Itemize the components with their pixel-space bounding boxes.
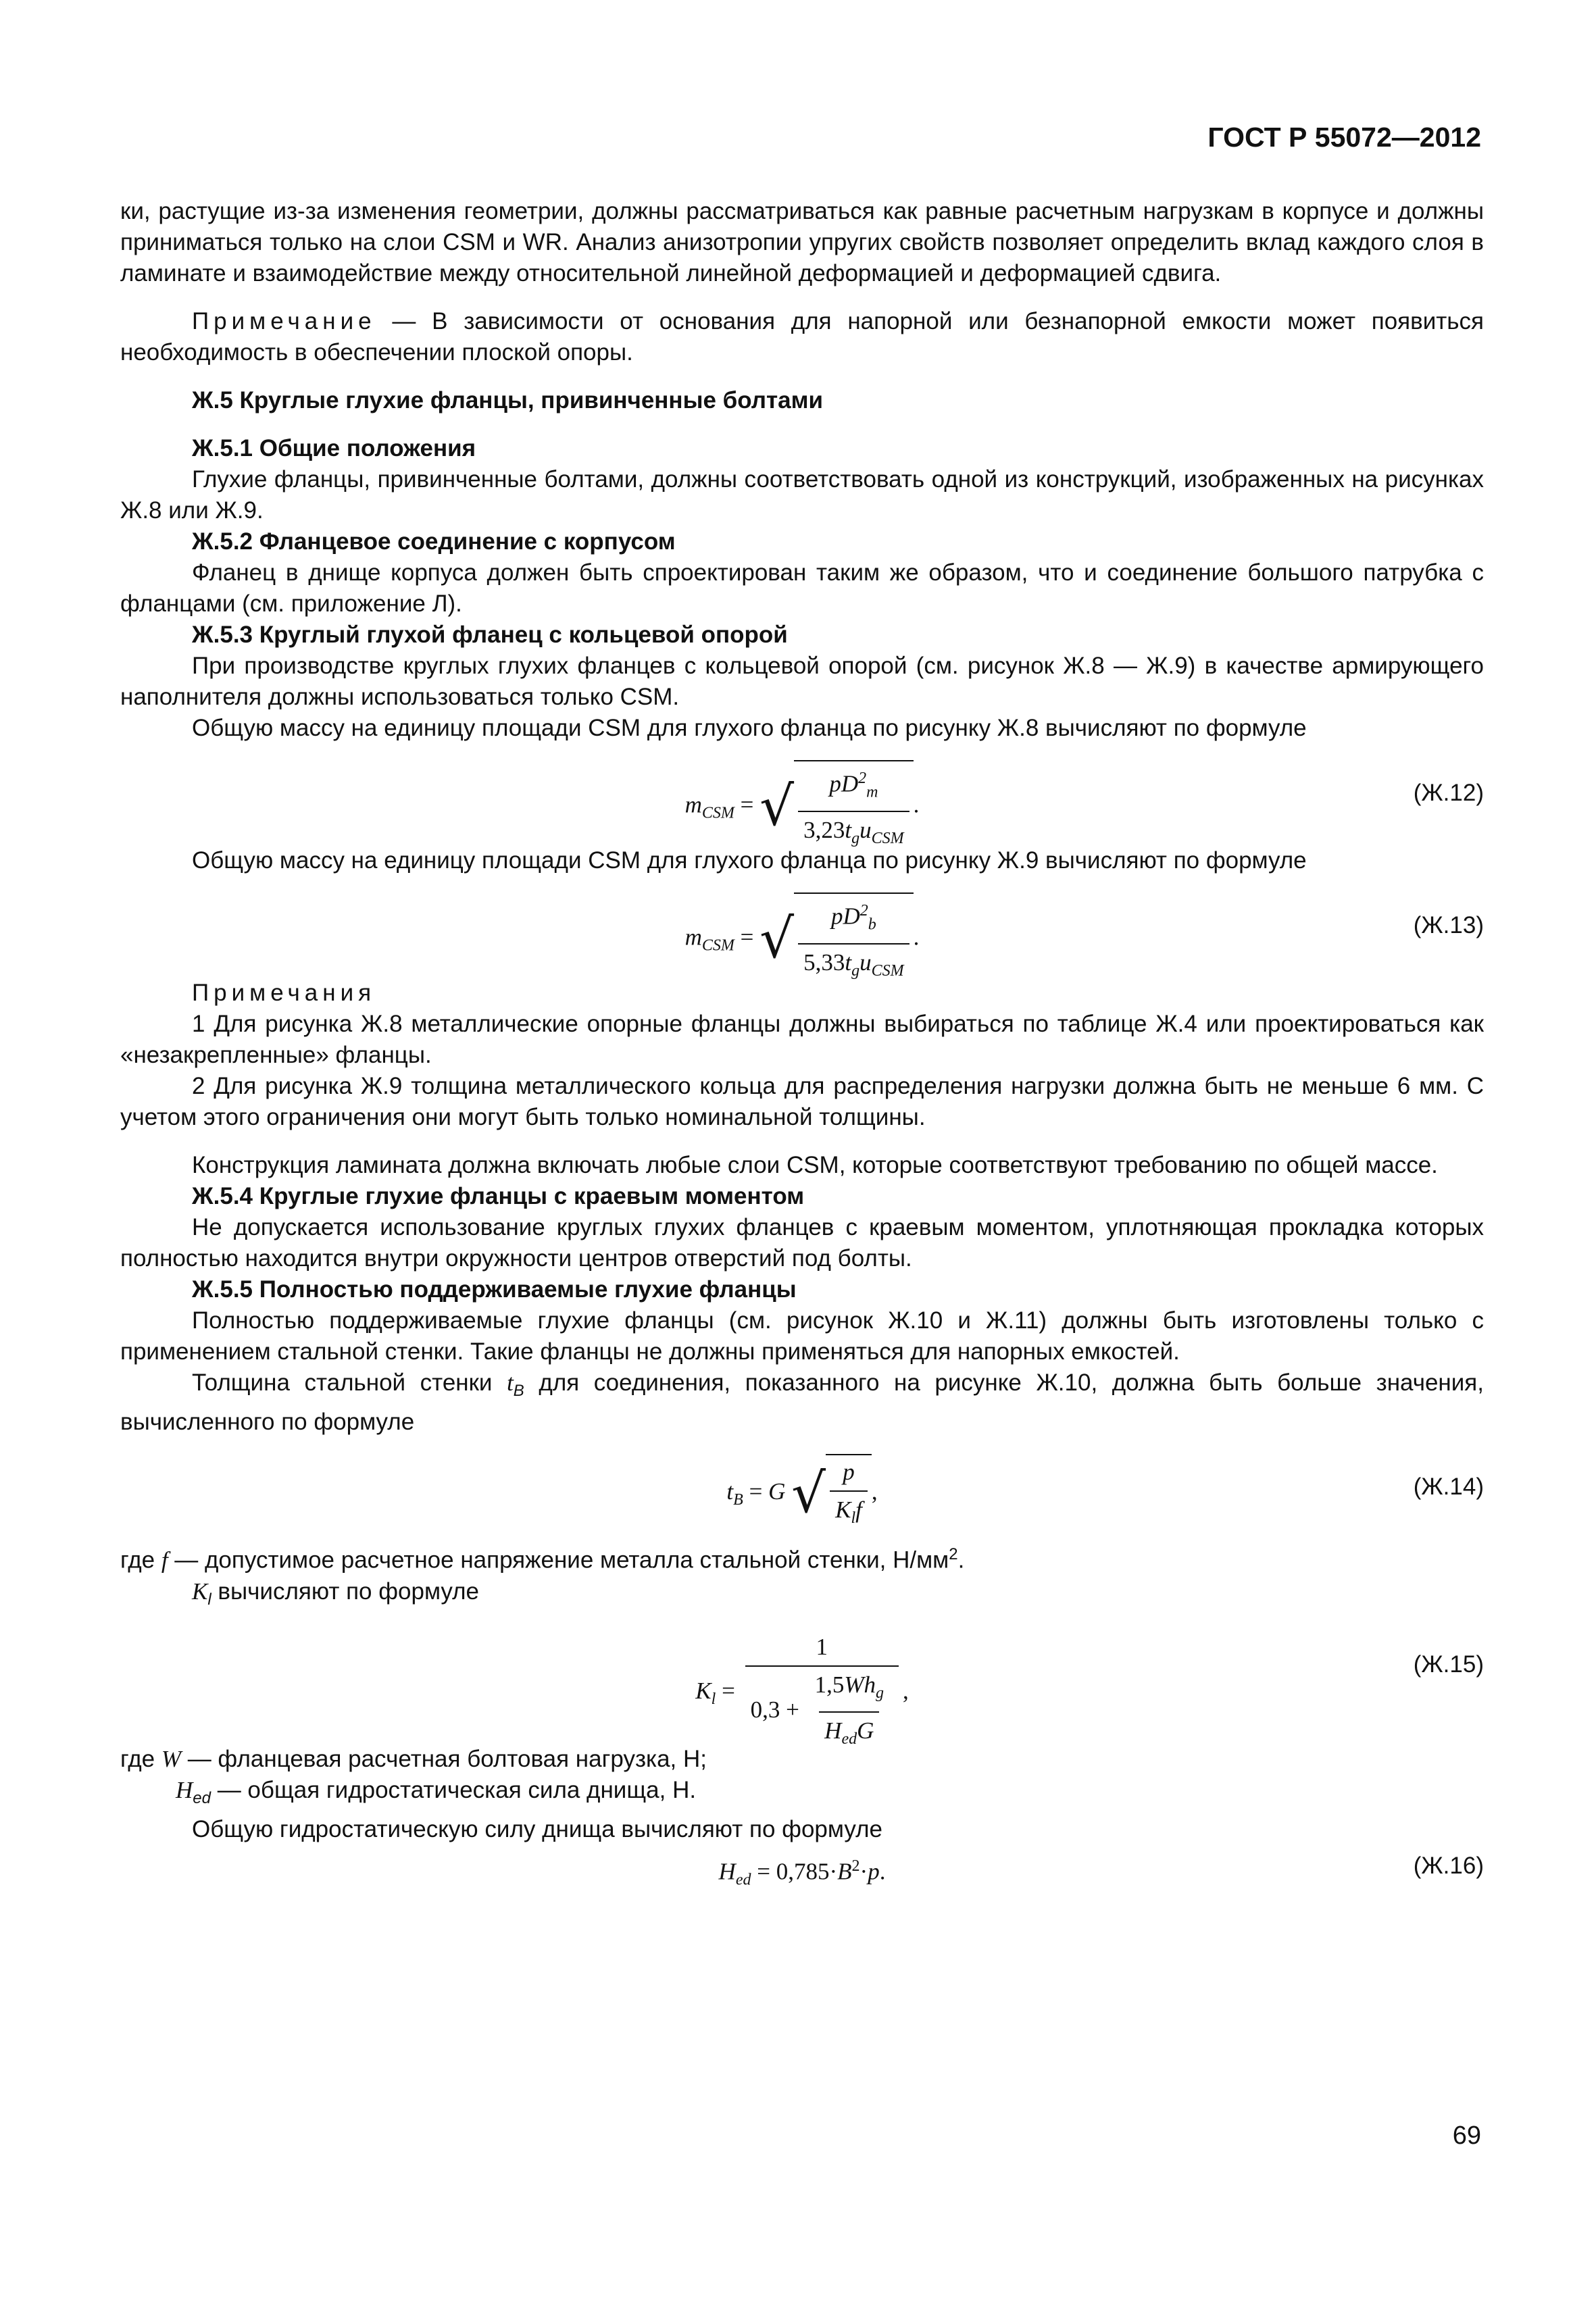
- where-clause: где f — допустимое расчетное напряжение металла стальной стенки, $Н/мм^2$.: [120, 1545, 965, 1574]
- note-text: — В зависимости от основания для напорной или безнапорной емкости может появиться необходимость в обеспечении плоской опоры.: [120, 308, 1484, 366]
- paragraph: Глухие фланцы, привинченные болтами, должны соответствовать одной из конструкций, изображенных на рисунках Ж.8 или Ж.9.: [120, 466, 1484, 524]
- fraction: $\frac{pD^2_b}{5,33t_gu_{CSM}}$: [798, 895, 909, 986]
- paragraph: Фланец в днище корпуса должен быть спроектирован таким же образом, что и соединение большого патрубка с фланцами (см. приложение Л).: [120, 559, 1484, 617]
- formula-zh13: [120, 876, 1484, 978]
- paragraph: Конструкция ламината должна включать любые слои CSM, которые соответствуют требованию по общей массе.: [192, 1152, 1438, 1178]
- fraction: $\frac{pD^2_m}{3,23t_gu_{CSM}}$: [798, 763, 909, 854]
- paragraph: $K_l$ вычисляют по формуле: [192, 1578, 480, 1609]
- formula-zh16: [120, 1845, 1484, 1889]
- document-id: ГОСТ Р 55072—2012: [1207, 122, 1481, 153]
- subsection-heading: Ж.5.5 Полностью поддерживаемые глухие фланцы: [192, 1276, 797, 1303]
- inner-fraction: $\frac{1,5Wh_g}{H_{ed}G}$: [809, 1669, 889, 1755]
- where-clause: $H_{ed}$ — общая гидростатическая сила днища, Н.: [176, 1776, 697, 1807]
- equation-number: (Ж.14): [1413, 1474, 1484, 1500]
- section-heading: Ж.5 Круглые глухие фланцы, привинченные болтами: [192, 387, 824, 413]
- subsection-heading: Ж.5.1 Общие положения: [192, 435, 476, 461]
- note: [120, 306, 1484, 368]
- fraction: $\frac{p}{K_lf}$: [830, 1457, 868, 1534]
- where-clause: где W — фланцевая расчетная болтовая нагрузка, Н;: [120, 1745, 707, 1772]
- formula-expression: $K_l$ = 1 0,3 + $\frac{1,5Wh_g}{H_{ed}G}$ ,: [120, 1632, 1484, 1755]
- subsection-heading: Ж.5.4 Круглые глухие фланцы с краевым моментом: [192, 1183, 805, 1209]
- notes-label: Примечания: [192, 980, 376, 1006]
- paragraph: Общую массу на единицу площади CSM для глухого фланца по рисунку Ж.8 вычисляют по формуле: [192, 715, 1307, 741]
- equation-number: (Ж.13): [1413, 912, 1484, 938]
- sqrt-sign: √ $\frac{pD^2_m}{3,23t_gu_{CSM}}$: [759, 760, 913, 854]
- note-item: 2 Для рисунка Ж.9 толщина металлического кольца для распределения нагрузки должна быть не меньше 6 мм. С учетом этого ограничения они могут быть только номинальной толщины.: [120, 1073, 1484, 1130]
- formula-expression: $m_{CSM}$ = √ $\frac{pD^2_b}{5,33t_gu_{CSM}}$ .: [120, 892, 1484, 986]
- note-item: 1 Для рисунка Ж.8 металлические опорные фланцы должны выбираться по таблице Ж.4 или проектироваться как «незакрепленные» фланцы.: [120, 1011, 1484, 1068]
- paragraph: Полностью поддерживаемые глухие фланцы (см. рисунок Ж.10 и Ж.11) должны быть изготовлены только с применением стальной стенки. Такие фланцы не должны применяться для напорных емкостей.: [120, 1307, 1484, 1365]
- paragraph: ки, растущие из-за изменения геометрии, должны рассматриваться как равные расчетным нагрузкам в корпусе и должны приниматься только на слои CSM и WR. Анализ анизотропии упругих свойств позволяет определить вклад каждого слоя в ламинате и взаимодействие между относительной линейной деформацией и деформацией сдвига.: [120, 198, 1484, 286]
- subsection-heading: Ж.5.3 Круглый глухой фланец с кольцевой опорой: [192, 622, 788, 648]
- equation-number: (Ж.15): [1413, 1651, 1484, 1678]
- formula-zh14: [120, 1438, 1484, 1539]
- paragraph: Общую массу на единицу площади CSM для глухого фланца по рисунку Ж.9 вычисляют по формуле: [192, 847, 1307, 874]
- formula-expression: $H_{ed} = 0,785\cdot B^2\cdot p$.: [718, 1857, 886, 1889]
- paragraph: Толщина стальной стенки $t_B$ для соединения, показанного на рисунке Ж.10, должна быть больше значения, вычисленного по формуле: [120, 1369, 1484, 1435]
- sqrt-sign: √ $\frac{pD^2_b}{5,33t_gu_{CSM}}$: [759, 892, 913, 986]
- note-label: Примечание: [192, 308, 376, 334]
- fraction: 1 0,3 + $\frac{1,5Wh_g}{H_{ed}G}$: [745, 1632, 899, 1755]
- formula-expression: $t_B = G$ √ $\frac{p}{K_lf}$ ,: [120, 1454, 1484, 1534]
- document-body: [120, 196, 1484, 1889]
- sqrt-sign: √ $\frac{p}{K_lf}$: [791, 1454, 872, 1534]
- equation-number: (Ж.12): [1413, 780, 1484, 806]
- paragraph: Не допускается использование круглых глухих фланцев с краевым моментом, уплотняющая прокладка которых полностью находится внутри окружности центров отверстий под болты.: [120, 1214, 1484, 1272]
- paragraph: Общую гидростатическую силу днища вычисляют по формуле: [192, 1815, 882, 1842]
- formula-expression: $m_{CSM}$ = √ $\frac{pD^2_m}{3,23t_gu_{CSM}}$ .: [120, 760, 1484, 854]
- paragraph: При производстве круглых глухих фланцев с кольцевой опорой (см. рисунок Ж.8 — Ж.9) в качестве армирующего наполнителя должны использоваться только CSM.: [120, 653, 1484, 710]
- formula-zh15: [120, 1615, 1484, 1748]
- page-number: 69: [1452, 2121, 1481, 2150]
- equation-number: (Ж.16): [1413, 1852, 1484, 1879]
- subsection-heading: Ж.5.2 Фланцевое соединение с корпусом: [192, 528, 676, 555]
- formula-zh12: [120, 744, 1484, 845]
